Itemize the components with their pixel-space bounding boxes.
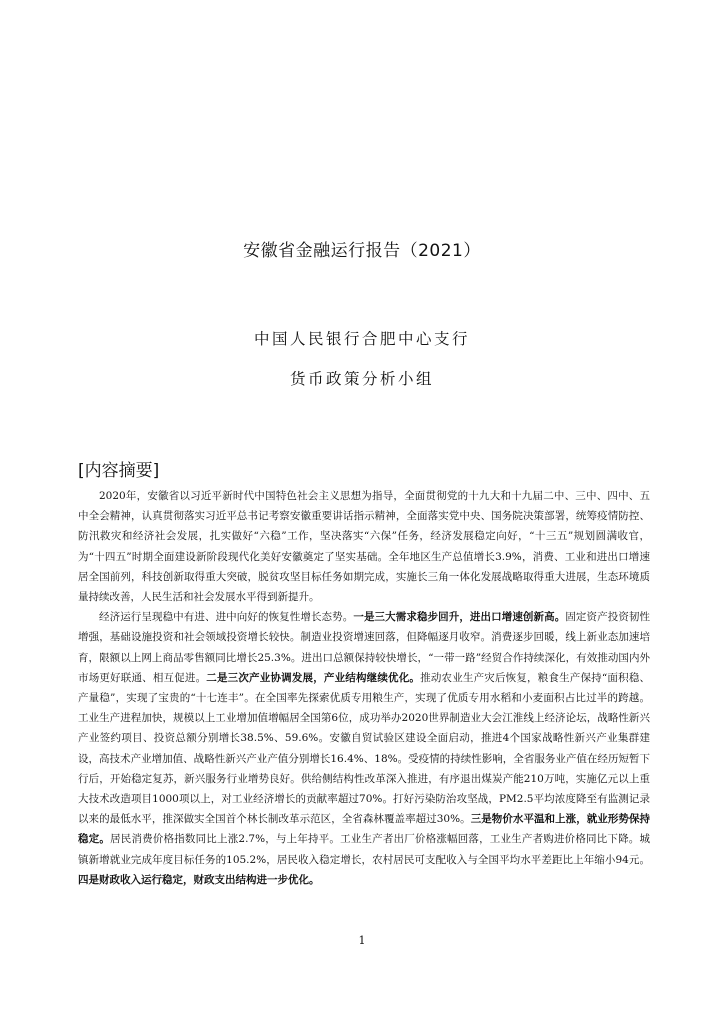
organization-name: 中国人民银行合肥中心支行	[253, 330, 470, 348]
p2-text-2: 固定资产投资韧性增强，基础设施投资和社会领域投资增长较快。制造业投资增速回落，但降幅逐月收窄。消费逐步回暖，线上新业态加速培育，限额以上网上商品零售额同比增长25.3%。进出口总额保持较快增长，“一带一路”经贸合作持续深化，有效推动国内外市场更好联通、相互促进。	[78, 611, 651, 684]
abstract-heading: [内容摘要]	[78, 461, 160, 481]
p2-text-1: 经济运行呈现稳中有进、进中向好的恢复性增长态势。	[99, 611, 354, 624]
report-title: 安徽省金融运行报告（2021）	[243, 241, 481, 261]
paragraph-2	[78, 607, 650, 890]
p2-highlight-4: 四是财政收入运行稳定，财政支出结构进一步优化。	[78, 873, 320, 886]
p2-text-4: 居民消费价格指数同比上涨2.7%，与上年持平。工业生产者出厂价格涨幅回落，工业生产者购进价格同比下降。城镇新增就业完成年度目标任务的105.2%，居民收入稳定增长，农村居民可支配收入与全国平均水平差距比上年缩小94元。	[78, 833, 650, 866]
p2-highlight-3: 三是物价水平温和上涨，就业形势保持稳定。	[78, 813, 651, 846]
abstract-body	[78, 486, 650, 890]
p2-highlight-2: 二是三次产业协调发展，产业结构继续优化。	[206, 671, 421, 684]
p2-text-3: 推动农业生产灾后恢复，粮食生产保持“面积稳、产量稳”，实现了宝贵的“十七连丰”。在全国率先探索优质专用粮生产，实现了优质专用水稻和小麦面积占比过半的跨越。工业生产进程加快，规模以上工业增加值增幅居全国第6位，成功举办2020世界制造业大会江淮线上经济论坛，战略性新兴产业签约项目、投资总额分别增长38.5%、59.6%。安徽自贸试验区建设全面启动，推进4个国家战略性新兴产业集群建设，高技术产业增加值、战略性新兴产业产值分别增长16.4%、18%。受疫情的持续性影响，全省服务业产值在经历短暂下行后，开始稳定复苏，新兴服务行业增势良好。供给侧结构性改革深入推进，有序退出煤炭产能210万吨，实施亿元以上重大技术改造项目1000项以上，对工业经济增长的贡献率超过70%。打好污染防治攻坚战，PM2.5平均浓度降至有监测记录以来的最低水平，推深做实全国首个林长制改革示范区，全省森林覆盖率超过30%。	[78, 671, 651, 826]
page-number: 1	[358, 934, 366, 947]
paragraph-1: 2020年，安徽省以习近平新时代中国特色社会主义思想为指导，全面贯彻党的十九大和十九届二中、三中、四中、五中全会精神，认真贯彻落实习近平总书记考察安徽重要讲话指示精神，全面落实党中央、国务院决策部署，统筹疫情防控、防汛救灾和经济社会发展，扎实做好“六稳”工作，坚决落实“六保”任务，经济发展稳定向好，“十三五”规划圆满收官，为“十四五”时期全面建设新阶段现代化美好安徽奠定了坚实基础。全年地区生产总值增长3.9%，消费、工业和进出口增速居全国前列，科技创新取得重大突破，脱贫攻坚目标任务如期完成，实施长三角一体化发展战略取得重大进展，生态环境质量持续改善，人民生活和社会发展水平得到新提升。	[78, 490, 650, 604]
team-name: 货币政策分析小组	[289, 370, 434, 388]
p2-highlight-1: 一是三大需求稳步回升，进出口增速创新高。	[353, 611, 566, 624]
